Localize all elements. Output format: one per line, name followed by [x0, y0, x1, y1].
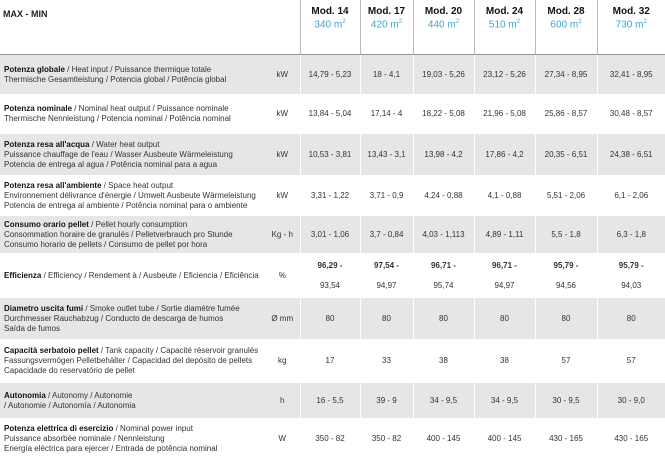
- row-value: 5,5 - 1,8: [535, 216, 597, 254]
- row-value: 33: [360, 340, 413, 383]
- row-title-rest: / Smoke outlet tube / Sortie diamètre fumée: [83, 303, 240, 313]
- row-value: 13,43 - 3,1: [360, 134, 413, 176]
- row-value: 38: [413, 340, 474, 383]
- value-min: 94,56: [555, 280, 577, 290]
- table-row: [0, 134, 665, 176]
- table-row: [0, 340, 665, 383]
- row-description: [0, 254, 265, 298]
- row-value: 13,98 - 4,2: [413, 134, 474, 176]
- table-row: [0, 176, 665, 216]
- row-unit: kW: [265, 95, 300, 134]
- value-max: 95,79 -: [618, 260, 644, 270]
- row-title-rest: / Pellet hourly consumption: [88, 219, 188, 229]
- row-description: [0, 340, 265, 383]
- row-value: 25,86 - 8,57: [535, 95, 597, 134]
- row-value: 350 - 82: [360, 419, 413, 459]
- model-header-20: [413, 0, 474, 55]
- row-description: [0, 383, 265, 419]
- row-description-line: / Autonomie / Autonomía / Autonomia: [4, 400, 136, 410]
- row-value: 80: [360, 298, 413, 340]
- value-max: 97,54 -: [374, 260, 399, 270]
- row-description: [0, 95, 265, 134]
- row-unit: %: [265, 254, 300, 298]
- row-description-line: Durchmesser Rauchabzug / Conducto de descarga de humos: [4, 313, 224, 323]
- table-row: [0, 383, 665, 419]
- row-value: 4,1 - 0,88: [474, 176, 535, 216]
- row-title: Efficienza: [4, 270, 42, 280]
- row-value: 430 - 165: [535, 419, 597, 459]
- row-title-line: [4, 104, 263, 114]
- row-value: 6,1 - 2,06: [597, 176, 665, 216]
- row-unit: Ø mm: [265, 298, 300, 340]
- row-description-line: Fassungsvermögen Pelletbehälter / Capacidad del depósito de pellets: [4, 356, 253, 365]
- row-description-line: Energía eléctrica para ejercer / Entrada de potência nominal: [4, 443, 218, 453]
- table-row: [0, 298, 665, 340]
- model-name: Mod. 17: [367, 6, 406, 17]
- max-min-label: MAX - MIN: [0, 0, 300, 55]
- table-row: [0, 216, 665, 254]
- row-title: Autonomia: [4, 390, 46, 400]
- row-title-line: [4, 424, 263, 434]
- row-description-line: Consommation horaire de granulés / Pelletverbrauch pro Stunde: [4, 229, 233, 239]
- row-title-line: [4, 220, 263, 230]
- row-value: 20,35 - 6,51: [535, 134, 597, 176]
- row-title-rest: / Tank capacity / Capacité réservoir granulés: [98, 346, 259, 355]
- row-title-rest: / Autonomy / Autonomie: [45, 390, 133, 400]
- row-value: 80: [597, 298, 665, 340]
- row-description-line: Saída de fumos: [4, 323, 61, 333]
- row-unit: kg: [265, 340, 300, 383]
- row-value: 17,86 - 4,2: [474, 134, 535, 176]
- row-description: [0, 55, 265, 95]
- table-header-row: [0, 0, 665, 55]
- row-description: [0, 419, 265, 459]
- row-value: 3,7 - 0,84: [360, 216, 413, 254]
- row-title: Potenza elettrica di esercizio: [4, 423, 114, 433]
- row-value: 17: [300, 340, 360, 383]
- row-title-rest: / Nominal power input: [113, 423, 193, 433]
- row-value: 3,31 - 1,22: [300, 176, 360, 216]
- row-value: [535, 254, 597, 298]
- row-description-line: Thermische Nennleistung / Potencia nominal / Potência nominal: [4, 114, 231, 123]
- row-value: 350 - 82: [300, 419, 360, 459]
- model-header-28: [535, 0, 597, 55]
- row-description-line: Puissance chauffage de l'eau / Wasser Ausbeute Wärmeleistung: [4, 149, 233, 159]
- row-unit: W: [265, 419, 300, 459]
- model-area: 340 $m^2$: [314, 19, 346, 31]
- model-area: 420 $m^2$: [370, 19, 403, 31]
- row-title-rest: / Water heat output: [89, 139, 160, 149]
- row-title-line: [4, 304, 263, 314]
- row-value: 39 - 9: [360, 383, 413, 419]
- model-area: 510 $m^2$: [488, 19, 521, 31]
- value-max: 96,71 -: [492, 260, 517, 270]
- row-description: [0, 134, 265, 176]
- value-max: 96,29 -: [317, 260, 343, 270]
- row-value: 30 - 9,0: [597, 383, 665, 419]
- row-description: [0, 298, 265, 340]
- row-title: Diametro uscita fumi: [4, 303, 84, 313]
- table-row: [0, 254, 665, 298]
- row-value: 4,03 - 1,113: [413, 216, 474, 254]
- row-value: 18,22 - 5,08: [413, 95, 474, 134]
- row-value: 19,03 - 5,26: [413, 55, 474, 95]
- table-row: [0, 55, 665, 95]
- row-title: Potenza resa all'ambiente: [4, 180, 102, 190]
- value-max: 95,79 -: [553, 260, 579, 270]
- model-header-14: [300, 0, 360, 55]
- row-value: 6,3 - 1,8: [597, 216, 665, 254]
- row-description-line: Puissance absorbée nominale / Nennleistung: [4, 433, 165, 443]
- row-value: 16 - 5,5: [300, 383, 360, 419]
- model-name: Mod. 28: [547, 6, 585, 17]
- row-value: 18 - 4,1: [360, 55, 413, 95]
- row-title: Capacità serbatoio pellet: [4, 346, 99, 355]
- row-value: 24,38 - 6,51: [597, 134, 665, 176]
- row-value: [474, 254, 535, 298]
- model-name: Mod. 24: [485, 6, 524, 17]
- row-description-line: Potencia de entrega al agua / Potência nominal para a agua: [4, 159, 218, 169]
- row-value: [300, 254, 360, 298]
- row-value: 23,12 - 5,26: [474, 55, 535, 95]
- value-min: 93,54: [319, 280, 341, 290]
- model-name: Mod. 32: [612, 6, 650, 17]
- value-min: 94,97: [494, 280, 515, 290]
- model-area: 730 $m^2$: [615, 19, 647, 31]
- row-value: 400 - 145: [413, 419, 474, 459]
- row-value: 430 - 165: [597, 419, 665, 459]
- row-value: 30,48 - 8,57: [597, 95, 665, 134]
- row-value: 400 - 145: [474, 419, 535, 459]
- row-value: 27,34 - 8,95: [535, 55, 597, 95]
- row-unit: kW: [265, 55, 300, 95]
- row-value: 80: [535, 298, 597, 340]
- row-value: 80: [300, 298, 360, 340]
- row-value: 14,79 - 5,23: [300, 55, 360, 95]
- row-value: 80: [474, 298, 535, 340]
- row-title-rest: / Efficiency / Rendement à / Ausbeute / Eficiencia / Eficiência: [41, 270, 259, 280]
- table-row: [0, 95, 665, 134]
- value-max: 96,71 -: [431, 260, 456, 270]
- row-value: 30 - 9,5: [535, 383, 597, 419]
- table-row: [0, 419, 665, 459]
- row-title: Potenza resa all'acqua: [4, 139, 90, 149]
- row-value: 17,14 - 4: [360, 95, 413, 134]
- row-unit: h: [265, 383, 300, 419]
- row-unit: kW: [265, 134, 300, 176]
- row-title-line: [4, 391, 263, 401]
- row-title-line: [4, 181, 263, 191]
- value-min: 94,97: [376, 280, 397, 290]
- row-value: [413, 254, 474, 298]
- row-value: 57: [535, 340, 597, 383]
- row-value: 4,89 - 1,11: [474, 216, 535, 254]
- row-title-line: [4, 140, 263, 150]
- value-min: 94,03: [621, 280, 642, 290]
- row-description: [0, 176, 265, 216]
- row-description-line: Capacidade do reservatório de pellet: [4, 366, 135, 375]
- row-description-line: Thermische Gesamtleistung / Potencia global / Potência global: [4, 74, 227, 84]
- row-value: [360, 254, 413, 298]
- row-description-line: Potencia de entrega al ambiente / Potência nominal para o ambiente: [4, 200, 248, 210]
- row-unit: Kg - h: [265, 216, 300, 254]
- row-description-line: Consumo horario de pellets / Consumo de pellet por hora: [4, 239, 208, 249]
- row-value: 32,41 - 8,95: [597, 55, 665, 95]
- row-value: 80: [413, 298, 474, 340]
- row-description-line: Environnement délivrance d'énergie / Umwelt Ausbeute Wärmeleistung: [4, 190, 256, 200]
- row-unit: kW: [265, 176, 300, 216]
- row-value: 13,84 - 5,04: [300, 95, 360, 134]
- model-header-32: [597, 0, 665, 55]
- model-name: Mod. 14: [311, 6, 349, 17]
- row-title: Potenza globale: [4, 64, 65, 74]
- row-value: 57: [597, 340, 665, 383]
- model-header-17: [360, 0, 413, 55]
- row-value: 3,71 - 0,9: [360, 176, 413, 216]
- value-min: 95,74: [433, 280, 454, 290]
- model-area: 440 $m^2$: [427, 19, 460, 31]
- row-title: Consumo orario pellet: [4, 219, 89, 229]
- row-description: [0, 216, 265, 254]
- row-value: 3,01 - 1,06: [300, 216, 360, 254]
- row-title-line: [4, 65, 263, 75]
- row-value: 21,96 - 5,08: [474, 95, 535, 134]
- row-value: 34 - 9,5: [413, 383, 474, 419]
- row-value: 4,24 - 0,88: [413, 176, 474, 216]
- table-body: [0, 55, 665, 459]
- row-title-rest: / Nominal heat output / Puissance nominale: [72, 104, 229, 113]
- row-value: 5,51 - 2,06: [535, 176, 597, 216]
- row-title-rest: / Heat input / Puissance thermique totale: [64, 64, 212, 74]
- row-title: Potenza nominale: [4, 104, 73, 113]
- row-value: [597, 254, 665, 298]
- model-area: 600 $m^2$: [550, 19, 582, 31]
- row-title-rest: / Space heat output: [101, 180, 174, 190]
- row-title-line: [4, 346, 263, 356]
- row-value: 34 - 9,5: [474, 383, 535, 419]
- row-value: 10,53 - 3,81: [300, 134, 360, 176]
- model-header-24: [474, 0, 535, 55]
- row-title-line: [4, 271, 263, 281]
- row-value: 38: [474, 340, 535, 383]
- model-name: Mod. 20: [424, 6, 463, 17]
